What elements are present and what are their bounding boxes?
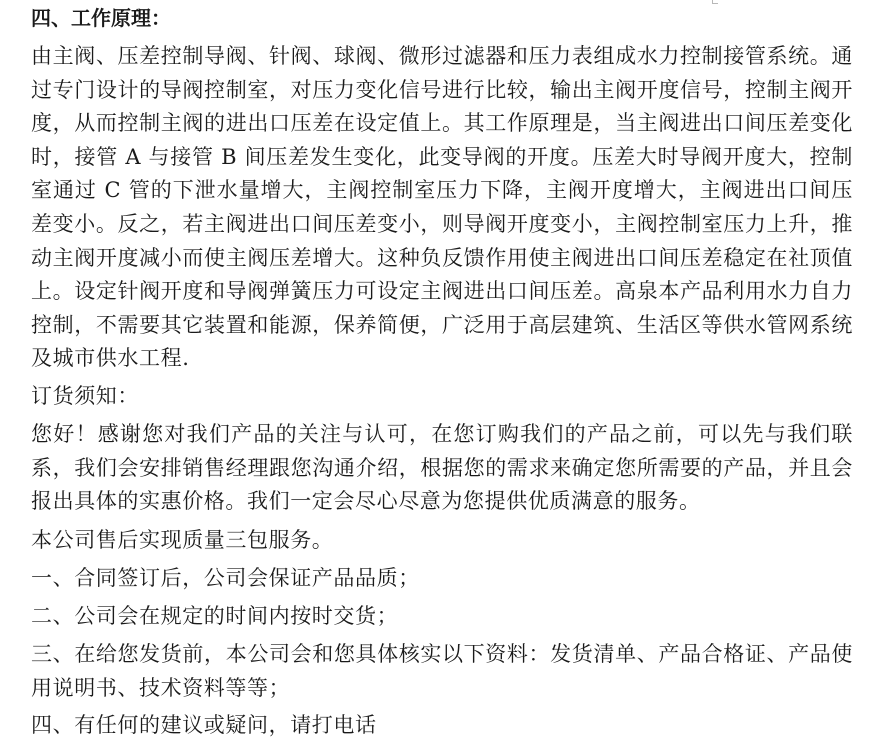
order-notice-title: 订货须知： [31, 384, 139, 408]
after-sales-intro: 本公司售后实现质量三包服务。 [31, 528, 334, 552]
principle-paragraph: 由主阀、压差控制导阀、针阀、球阀、微形过滤器和压力表组成水力控制接管系统。通过专门设计的导阀控制室，对压力变化信号进行比较，输出主阀开度信号，控制主阀开度，从而控制主阀的进出口压差在设定值上。其工作原理是，当主阀进出口间压差变化时，接管 A 与接管 B 间压差发生变化，此变导阀的开度。压差大时导阀开度大，控制室通过 C 管的下泄水量增大，主阀控制室压力下降，主阀开度增大，主阀进出口间压差变小。反之，若主阀进出口间压差变小，则导阀开度变小，主阀控制室压力上升，推动主阀开度减小而使主阀压差增大。这种负反馈作用使主阀进出口间压差稳定在社顶值上。设定针阀开度和导阀弹簧压力可设定主阀进出口间压差。高泉本产品利用水力自力控制，不需要其它装置和能源，保养简便，广泛用于高层建筑、生活区等供水管网系统及城市供水工程. [31, 44, 853, 371]
corner-mark [712, 0, 718, 4]
service-item-3: 三、在给您发货前，本公司会和您具体核实以下资料：发货清单、产品合格证、产品使用说明书、技术资料等等； [31, 642, 853, 700]
service-item-1: 一、合同签订后，公司会保证产品品质； [31, 566, 420, 590]
service-item-4: 四、有任何的建议或疑问，请打电话 [31, 713, 377, 737]
order-notice-paragraph: 您好！感谢您对我们产品的关注与认可，在您订购我们的产品之前，可以先与我们联系，我们会安排销售经理跟您沟通介绍，根据您的需求来确定您所需要的产品，并且会报出具体的实惠价格。我们一定会尽心尽意为您提供优质满意的服务。 [31, 422, 853, 514]
section-heading: 四、工作原理： [31, 6, 171, 30]
service-item-2: 二、公司会在规定的时间内按时交货； [31, 604, 399, 628]
